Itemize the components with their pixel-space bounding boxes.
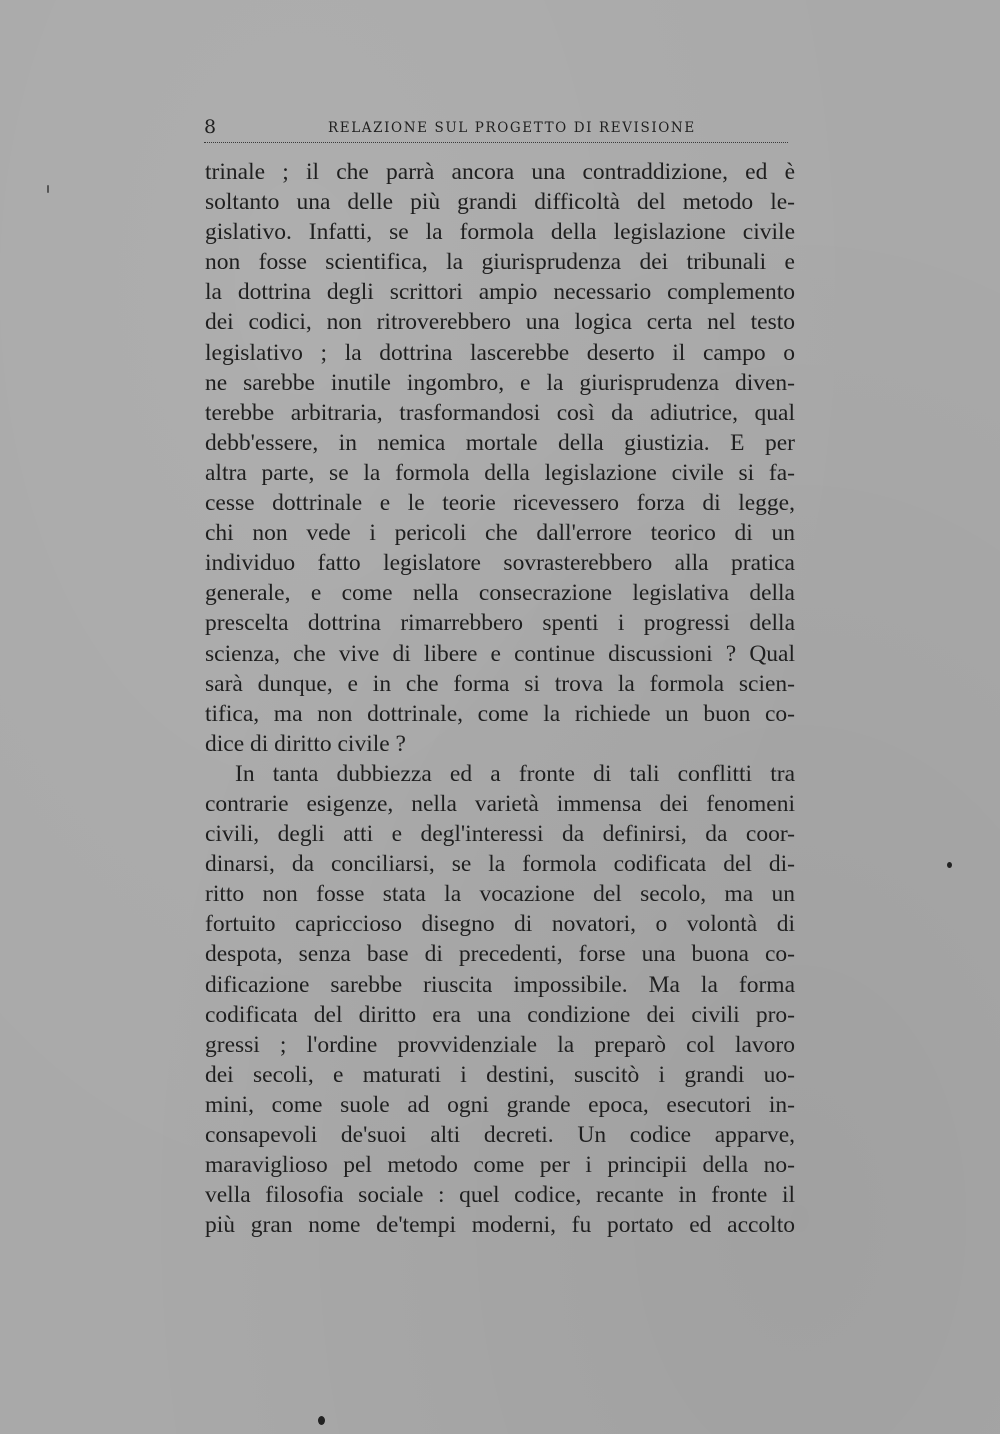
- text-line: ne sarebbe inutile ingombro, e la giurisprudenza diven-: [205, 369, 795, 396]
- text-line: maraviglioso pel metodo come per i principii della no-: [205, 1152, 795, 1179]
- text-line: più gran nome de'tempi moderni, fu portato ed accolto: [205, 1212, 795, 1239]
- text-line: altra parte, se la formola della legislazione civile si fa-: [205, 459, 795, 486]
- text-line: ritto non fosse stata la vocazione del secolo, ma un: [205, 881, 795, 908]
- text-line: mini, come suole ad ogni grande epoca, esecutori in-: [205, 1091, 795, 1118]
- text-line: soltanto una delle più grandi difficoltà del metodo le-: [205, 189, 795, 216]
- text-line: cesse dottrinale e le teorie ricevessero forza di legge,: [205, 490, 795, 517]
- text-line: dinarsi, da conciliarsi, se la formola codificata del di-: [205, 851, 795, 878]
- text-line: dei codici, non ritroverebbero una logica certa nel testo: [205, 309, 795, 336]
- text-line: individuo fatto legislatore sovrasterebbero alla pratica: [205, 550, 795, 577]
- text-line: fortuito capriccioso disegno di novatori, o volontà di: [205, 911, 795, 938]
- running-title: RELAZIONE SUL PROGETTO DI REVISIONE: [328, 120, 696, 136]
- text-line: prescelta dottrina rimarrebbero spenti i progressi della: [205, 610, 795, 637]
- text-line: dice di diritto civile ?: [205, 730, 406, 757]
- text-line: civili, degli atti e degl'interessi da definirsi, da coor-: [205, 821, 795, 848]
- text-line: tifica, ma non dottrinale, come la richiede un buon co-: [205, 700, 795, 727]
- text-line: terebbe arbitraria, trasformandosi così da adiutrice, qual: [205, 399, 795, 426]
- text-line: In tanta dubbiezza ed a fronte di tali conflitti tra: [235, 760, 795, 787]
- ink-speck: [47, 185, 49, 193]
- text-line: sarà dunque, e in che forma si trova la formola scien-: [205, 670, 795, 697]
- text-line: legislativo ; la dottrina lascerebbe deserto il campo o: [205, 339, 795, 366]
- text-line: non fosse scientifica, la giurisprudenza dei tribunali e: [205, 249, 795, 276]
- text-line: la dottrina degli scrittori ampio necessario complemento: [205, 279, 795, 306]
- ink-speck: [947, 862, 952, 868]
- ink-speck: [318, 1416, 325, 1425]
- text-line: despota, senza base di precedenti, forse una buona co-: [205, 941, 795, 968]
- text-line: trinale ; il che parrà ancora una contraddizione, ed è: [205, 159, 795, 185]
- text-line: dei secoli, e maturati i destini, suscitò i grandi uo-: [205, 1061, 795, 1088]
- body-text: [205, 157, 795, 1240]
- text-line: consapevoli de'suoi alti decreti. Un codice apparve,: [205, 1122, 795, 1148]
- text-line: generale, e come nella consecrazione legislativa della: [205, 580, 795, 607]
- text-line: vella filosofia sociale : quel codice, recante in fronte il: [205, 1182, 795, 1209]
- text-line: chi non vede i pericoli che dall'errore teorico di un: [205, 520, 795, 547]
- text-line: codificata del diritto era una condizione dei civili pro-: [205, 1001, 795, 1028]
- text-line: contrarie esigenze, nella varietà immensa dei fenomeni: [205, 790, 795, 817]
- text-line: gislativo. Infatti, se la formola della legislazione civile: [205, 219, 795, 246]
- text-line: gressi ; l'ordine provvidenziale la preparò col lavoro: [205, 1031, 795, 1058]
- running-head: [204, 116, 792, 140]
- text-line: debb'essere, in nemica mortale della giustizia. E per: [205, 429, 795, 456]
- header-rule: [204, 142, 788, 143]
- text-line: scienza, che vive di libere e continue discussioni ? Qual: [205, 640, 795, 667]
- text-line: dificazione sarebbe riuscita impossibile. Ma la forma: [205, 971, 795, 998]
- page-number: 8: [204, 116, 217, 138]
